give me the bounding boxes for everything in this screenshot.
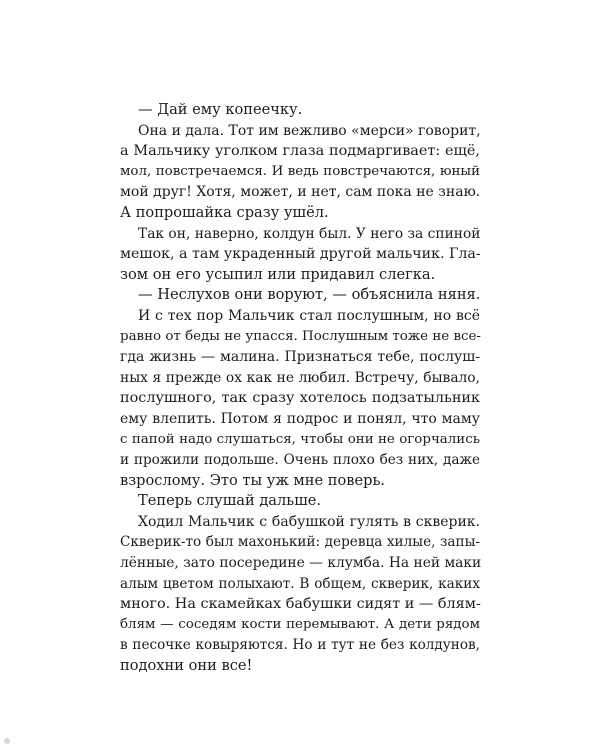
text-line: в песочке ковыряются. Но и тут не без колдунов, — [120, 637, 480, 654]
text-line: и прожили подольше. Очень плохо без них, даже — [120, 452, 480, 469]
text-line: мешок, а там украденный другой мальчик. Гла- — [120, 246, 481, 263]
text-line: а Мальчику уголком глаза подмаргивает: ещё, — [120, 143, 480, 160]
text-line: ему влепить. Потом я подрос и понял, что маму — [120, 410, 480, 427]
text-line: И с тех пор Мальчик стал послушным, но всё — [138, 307, 480, 324]
text-line: равно от беды не упасся. Послушным тоже не все- — [120, 328, 481, 344]
text-line: гда жизнь — малина. Признаться тебе, послуш- — [120, 349, 480, 366]
text-line: — Неслухов они воруют, — объяснила няня. — [138, 286, 481, 304]
text-line: много. На скамейках бабушки сидят и — блям- — [120, 596, 481, 613]
text-line: мол, повстречаемся. И ведь повстречаются, юный — [120, 163, 480, 179]
text-line: послушного, так сразу хотелось подзатыльник — [120, 390, 480, 407]
scan-corner-mark — [4, 738, 10, 744]
text-line: мой друг! Хотя, может, и нет, сам пока не знаю. — [120, 184, 481, 201]
text-line: подохни они все! — [120, 657, 253, 675]
text-line: зом он его усыпил или придавил слегка. — [120, 265, 436, 283]
text-line: блям — соседям кости перемывают. А дети рядом — [120, 616, 480, 632]
text-line: алым цветом полыхают. В общем, скверик, каких — [120, 575, 480, 592]
text-line: ных я прежде ох как не любил. Встречу, бывало, — [120, 369, 480, 386]
text-line: с папой надо слушаться, чтобы они не огорчались — [120, 431, 480, 447]
text-line: взрослому. Это ты уж мне поверь. — [120, 471, 386, 489]
text-line: Так он, наверно, колдун был. У него за спиной — [138, 225, 481, 242]
text-line: — Дай ему копеечку. — [138, 101, 303, 118]
text-line: лённые, зато посередине — клумба. На ней маки — [120, 555, 482, 572]
text-line: Ходил Мальчик с бабушкой гулять в скверик. — [138, 513, 480, 530]
text-line: Теперь слушай дальше. — [138, 492, 322, 510]
body-text — [120, 100, 480, 677]
text-line: Она и дала. Тот им вежливо «мерси» говорит, — [138, 122, 481, 139]
text-line: А попрошайка сразу ушёл. — [120, 203, 329, 221]
text-line: Скверик-то был махонький: деревца хилые, запы- — [120, 534, 480, 551]
